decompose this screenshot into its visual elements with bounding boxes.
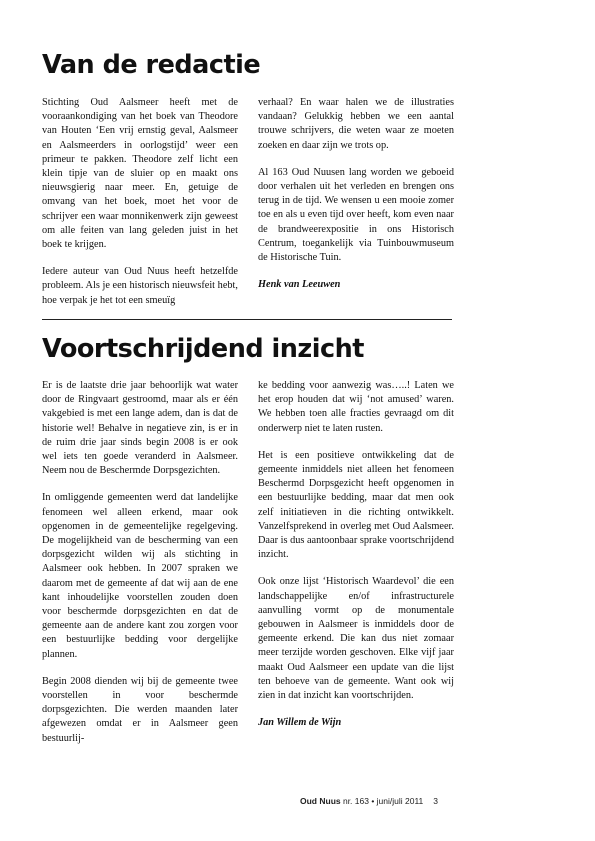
paragraph: In omliggende gemeenten werd dat landelijke fenomeen wel alleen erkend, maar ook opgenomen in de gemeentelijke regelgeving. De mogelijkheid van de bescherming van een dorpsgezicht wilden wij als stichting in Aalsmeer ook hebben. In 2007 spraken we daarom met de gemeente af dat wij aan de ene kant inhoudelijke voorstellen zouden doen voor beschermde dorpsgezichten en dat de gemeente aan de andere kant zou zorgen voor een bestuurlijke bedding voor dergelijke plannen. [42, 492, 238, 660]
paragraph: Stichting Oud Aalsmeer heeft met de vooraankondiging van het boek van Theodore van Houten ‘Een vrij ernstig geval, Aalsmeer en Aalsmeerders in oorlogstijd’ weer een primeur te pakken. Theodore zelf licht een klein tipje van de sluier op en maakt ons nieuwsgierig naar meer. En, getuige de omvang van het boek, moet het voor de schrijver een waar monnikenwerk zijn geweest om alle feiten van lang geleden juist in het boek te krijgen. [42, 97, 238, 251]
author-signature: Jan Willem de Wijn [258, 717, 342, 729]
page-footer [300, 796, 460, 806]
paragraph: Er is de laatste drie jaar behoorlijk wat water door de Ringvaart gestroomd, maar als er één vakgebied is met een lange adem, dan is dat de historie wel! Behalve in negatieve zin, is er in de ruim drie jaar sinds begin 2008 is er ook wel iets ten goede veranderd in Aalsmeer. Neem nou de Beschermde Dorpsgezichten. [42, 380, 238, 477]
paragraph: Het is een positieve ontwikkeling dat de gemeente inmiddels niet alleen het fenomeen Beschermd Dorpsgezicht heeft opgenomen in een bestuurlijke bedding, maar dat men ook zelf initiatieven in die richting ontwikkelt. Vanzelfsprekend in overleg met Oud Aalsmeer. Daar is dus aantoonbaar sprake voortschrijdend inzicht. [258, 449, 454, 561]
section-heading-van-de-redactie: Van de redactie [42, 50, 261, 80]
paragraph: ke bedding voor aanwezig was…..! Laten we het erop houden dat wij ‘not amused’ waren. We hebben toen alle fracties gevraagd om dit onderwerp niet te laten rusten. [258, 380, 454, 434]
section1-column-right [258, 96, 454, 292]
paragraph: Al 163 Oud Nuusen lang worden we geboeid door verhalen uit het verleden en brengen ons terug in de tijd. We wensen u een mooie zomer toe en als u even tijd over heeft, kom even naar de brandweerexpositie in ons Historisch Centrum, toegankelijk via Tuinbouwmuseum de Historische Tuin. [258, 166, 454, 264]
paragraph: Iedere auteur van Oud Nuus heeft hetzelfde probleem. Als je een historisch nieuwsfeit hebt, hoe verpak je het tot een smeuïg [42, 266, 238, 306]
page-number: 3 [433, 796, 439, 806]
paragraph: Begin 2008 dienden wij bij de gemeente twee voorstellen in voor beschermde dorpsgezichten. Die werden maanden later afgewezen omdat er in Aalsmeer geen bestuurlij- [42, 675, 238, 744]
magazine-name: Oud Nuus [300, 796, 341, 806]
author-signature: Henk van Leeuwen [258, 279, 341, 291]
section2-column-left [42, 379, 238, 746]
section-heading-voortschrijdend-inzicht: Voortschrijdend inzicht [42, 334, 364, 364]
section-divider [42, 319, 452, 320]
section2-column-right [258, 379, 454, 730]
paragraph: verhaal? En waar halen we de illustraties vandaan? Gelukkig hebben we een aantal trouwe schrijvers, die weten waar ze moeten zoeken en daar zijn we trots op. [258, 97, 454, 151]
issue-info: nr. 163 • juni/juli 2011 [340, 796, 424, 806]
paragraph: Ook onze lijst ‘Historisch Waardevol’ die een landschappelijke en/of infrastructurele aanvulling vormt op de monumentale gebouwen in Aalsmeer is inmiddels door de gemeente erkend. Die kan dus niet zomaar meer terzijde worden geschoven. Elke vijf jaar maakt Oud Aalsmeer een update van die lijst ten behoeve van de gemeente. Want ook wij zien in dat inzicht kan voortschrijden. [258, 576, 454, 702]
section1-column-left [42, 96, 238, 308]
